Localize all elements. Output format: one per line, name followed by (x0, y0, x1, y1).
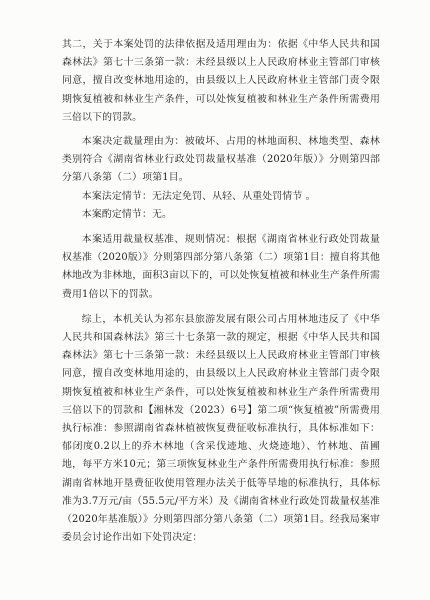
paragraph-benchmark-rules: 本案适用裁量权基准、规则情况：根据《湖南省林业行政处罚裁量权基准（2020版）》分则第四部分第八条第（二）项第1目：擅自将其他林地改为非林地，面积3亩以下的，可以处恢复植被和林业生产条件所需费用1倍以下的罚款。 (62, 234, 380, 300)
paragraph-legal-basis: 其二，关于本案处罚的法律依据及适用理由为：依据《中华人民共和国森林法》第七十三条第一款：未经县级以上人民政府林业主管部门审核同意，擅自改变林地用途的，由县级以上人民政府林业主管部门责令限期恢复植被和林业生产条件，可以处恢复植被和林业生产条件所需费用三倍以下的罚款。 (62, 39, 380, 123)
document-body (62, 36, 380, 547)
paragraph-discretion-reason: 本案决定裁量理由为：被破坏、占用的林地面积、林地类型、森林类别符合《湖南省林业行政处罚裁量权基准（2020年版）》分则第四部分第八条第（二）项第1目。 (62, 136, 380, 184)
paragraph-discretionary-circumstances: 本案酌定情节：无。 (81, 208, 173, 220)
paragraph-statutory-circumstances: 本案法定情节：无法定免罚、从轻、从重处罚情节 。 (81, 190, 316, 202)
paragraph-conclusion: 综上，本机关认为祁东县旅游发展有限公司占用林地违反了《中华人民共和国森林法》第三十七条第一款的规定，根据《中华人民共和国森林法》第七十三条第一款：未经县级以上人民政府林业主管部门审核同意，擅自改变林地用途的，由县级以上人民政府林业主管部门责令限期恢复植被和林业生产条件，可以处恢复植被和林业生产条件所需费用三倍以下的罚款和【湘林发（2023）6号】第二项“恢复植被”所需费用执行标准：参照湖南省森林植被恢复费征收标准执行，具体标准如下：郁闭度0.2以上的乔木林地（含采伐迹地、火烧迹地）、竹林地、苗圃地，每平方米10元；第三项恢复林业生产条件所需费用执行标准：参照湖南省林地开垦费征收使用管理办法关于低等旱地的标准执行，具体标准为3.7万元/亩（55.5元/平方米）及《湖南省林业行政处罚裁量权基准（2020年基准版）》分则第四部分第八条第（二）项第1目。经我局案审委员会讨论作出如下处罚决定： (62, 313, 380, 544)
